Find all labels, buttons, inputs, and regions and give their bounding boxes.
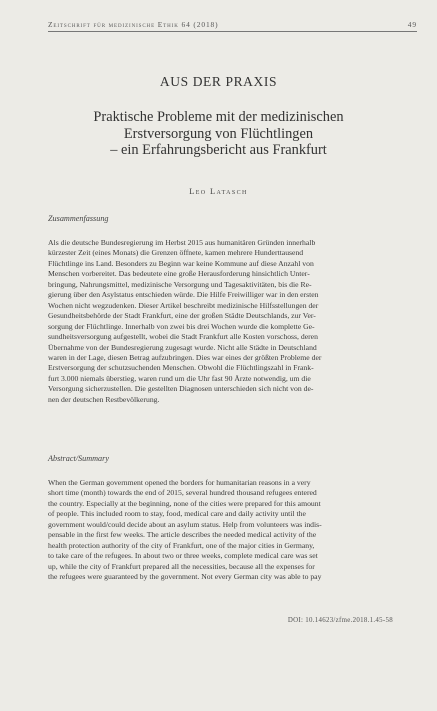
section-title: AUS DER PRAXIS [159, 74, 278, 89]
text-line: nen der deutschen Restbevölkerung. [48, 394, 160, 404]
text-line: sundheitsversorgung aufgestellt, wobei die Stadt Frankfurt alle Kosten vorschoss, deren [48, 332, 318, 342]
running-head [48, 20, 417, 29]
text-line: waren in der Lage, diesen Betrag aufzubringen. Dies war eines der größten Probleme der [48, 352, 322, 362]
text-line: the refugees were guaranteed by the government. Not every German city was able to pay [48, 572, 322, 582]
english-abstract-body [48, 478, 420, 583]
german-abstract-body [48, 238, 420, 405]
text-line: Als die deutsche Bundesregierung im Herbst 2015 aus humanitären Gründen innerhalb [48, 238, 316, 247]
text-line: kürzester Zeit (eines Monats) die Grenzen öffnete, kamen mehrere Hunderttausend [48, 248, 304, 258]
text-line: gierung über den Asylstatus entschieden würde. Die Hilfe Freiwilliger war in den ersten [48, 290, 319, 300]
article-title [0, 109, 437, 159]
text-line: When the German government opened the borders for humanitarian reasons in a very [48, 478, 311, 487]
text-line: of people. This included room to stay, food, medical care and daily activity until the [48, 509, 306, 519]
text-line: to take care of the refugees. In about two or three weeks, complete medical care was set [48, 551, 318, 561]
text-line: Übernahme von der Bundesregierung zugesagt wurde. Nicht alle Städte in Deutschland [48, 342, 317, 352]
text-line: pensable in the first few weeks. The article describes the needed medical activity of the [48, 530, 317, 540]
text-line: Flüchtlinge ins Land. Besonders zu Beginn war keine Kommune auf diese Anzahl von [48, 258, 314, 268]
english-abstract-heading: Abstract/Summary [48, 454, 109, 463]
author-name: Leo Latasch [189, 187, 248, 196]
title-line: Erstversorgung von Flüchtlingen [123, 125, 314, 142]
text-line: Wochen nicht wegzudenken. Dieser Artikel beschreibt medizinische Hilfsstellungen der [48, 300, 319, 310]
text-line: Menschen vorbereitet. Das bedeutete eine große Herausforderung hinsichtlich Unter- [48, 269, 310, 279]
text-line: up, while the city of Frankfurt prepared all the necessities, because all the expenses for [48, 561, 315, 571]
text-line: Erstversorgung der schutzsuchenden Menschen. Obwohl die Flüchtlingszahl in Frank- [48, 363, 314, 373]
journal-name: Zeitschrift für medizinische Ethik 64 (2018) [48, 20, 219, 29]
text-line: short time (month) towards the end of 2015, several hundred thousand refugees entered [48, 488, 317, 498]
german-abstract-heading: Zusammenfassung [48, 214, 109, 223]
text-line: sorgung der Flüchtlinge. Innerhalb von zwei bis drei Wochen wurde die komplette Ge- [48, 321, 315, 331]
doi: DOI: 10.14623/zfme.2018.1.45-58 [287, 617, 393, 624]
text-line: furt 3.000 niemals überstieg, waren rund um die Uhr fast 90 Ärzte notwendig, um die [48, 373, 311, 383]
text-line: the country. Especially at the beginning, none of the cities were prepared for this amount [48, 498, 321, 508]
text-line: bringung, Nahrungsmittel, medizinische Versorgung und Tagesaktivitäten, bis die Re- [48, 279, 312, 289]
page-number: 49 [407, 20, 417, 29]
text-line: government would/could decide about an asylum status. Help from volunteers was indis- [48, 519, 322, 529]
title-line: – ein Erfahrungsbericht aus Frankfurt [110, 142, 327, 158]
text-line: Versorgung sicherzustellen. Die gestellten Diagnosen unterschieden sich nicht von de- [48, 384, 314, 394]
header-rule [48, 31, 417, 32]
text-line: Gesundheitsbehörde der Stadt Frankfurt, eine der großen Städte Deutschlands, zur Ver- [48, 311, 316, 321]
text-line: health protection authority of the city of Frankfurt, one of the major cities in Germany, [48, 540, 315, 550]
title-line: Praktische Probleme mit der medizinischen [93, 109, 344, 125]
